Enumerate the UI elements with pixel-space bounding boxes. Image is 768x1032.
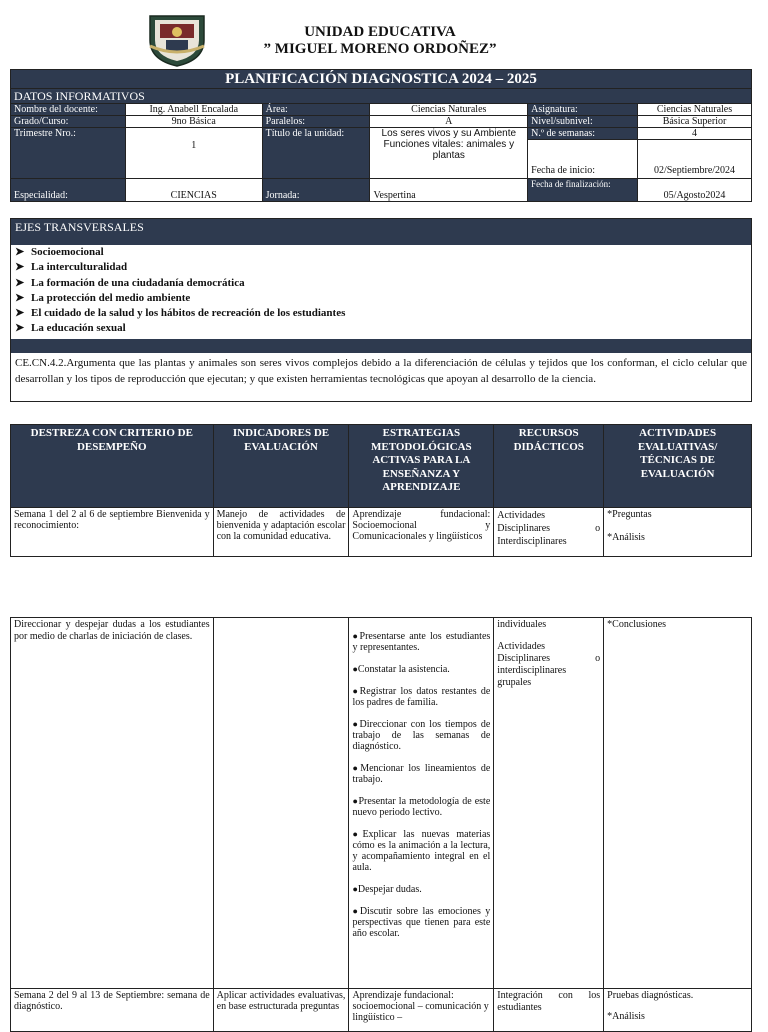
row2-recursos: [494, 618, 604, 989]
table-row: [11, 989, 752, 1032]
institution-title: UNIDAD EDUCATIVA: [304, 24, 456, 40]
list-item: ●Registrar los datos restantes de los padres de familia.: [352, 686, 491, 708]
ejes-transversales-section: [10, 218, 752, 402]
arrow-bullet-icon: ➤: [15, 322, 25, 335]
list-item: ➤ La protección del medio ambiente: [15, 291, 751, 306]
row1-estrategia: Aprendizaje fundacional: Socioemocional y Comunicacionales y lingüísticos: [349, 508, 494, 557]
ejes-section-label: EJES TRANSVERSALES: [11, 219, 751, 245]
nivel-label: Nivel/subnivel:: [528, 116, 638, 128]
fecha-inicio-label: Fecha de inicio:: [528, 140, 638, 179]
nivel-value: Básica Superior: [638, 116, 752, 128]
area-label: Área:: [262, 104, 370, 116]
arrow-bullet-icon: ➤: [15, 246, 25, 258]
area-value: Ciencias Naturales: [370, 104, 528, 116]
list-item: ●Explicar las nuevas materias cómo es la animación a la lectura, y acompañamiento integral en el aula.: [352, 829, 491, 873]
jornada-value: Vespertina: [370, 179, 528, 202]
bullet-dot-icon: ●: [352, 686, 360, 696]
criterio-evaluacion-text: CE.CN.4.2.Argumenta que las plantas y animales son seres vivos complejos debido a la diferenciación de células y tejidos que los conforman, el ciclo celular que desarrollan y los tipos de reproducción que ejecutan; y que existen herramientas tecnológicas que apoyan al desarrollo de la ciencia.: [15, 357, 747, 385]
bullet-dot-icon: ●: [352, 796, 359, 806]
list-item: ➤ La educación sexual: [15, 321, 751, 336]
datos-informativos-table: [10, 69, 752, 202]
docente-value: Ing. Anabell Encalada: [125, 104, 262, 116]
recurso-item: individuales: [497, 619, 547, 630]
trimestre-value: 1: [125, 128, 262, 179]
header-destreza: DESTREZA CON CRITERIO DE DESEMPEÑO: [11, 425, 214, 508]
table-row: [11, 508, 752, 557]
arrow-bullet-icon: ➤: [15, 291, 25, 304]
bullet-dot-icon: ●: [352, 906, 360, 916]
school-crest-logo: [146, 10, 208, 68]
asignatura-value: Ciencias Naturales: [638, 104, 752, 116]
row2-indicador: [213, 618, 349, 989]
paralelos-label: Paralelos:: [262, 116, 370, 128]
row2-actividades: *Conclusiones: [604, 618, 752, 989]
row2-destreza: Direccionar y despejar dudas a los estudiantes por medio de charlas de iniciación de clases.: [11, 618, 214, 989]
ejes-list: [11, 245, 751, 337]
row1-actividades: [604, 508, 752, 557]
header-recursos: RECURSOS DIDÁCTICOS: [494, 425, 604, 508]
row1-destreza: Semana 1 del 2 al 6 de septiembre Bienvenida y reconocimiento:: [11, 508, 214, 557]
list-item: ➤ La formación de una ciudadanía democrática: [15, 276, 751, 291]
list-item: ●Discutir sobre las emociones y perspectivas que tienen para este año escolar.: [352, 906, 491, 939]
fecha-fin-label: Fecha de finalización:: [528, 179, 638, 202]
bullet-dot-icon: ●: [352, 884, 358, 894]
school-name: ” MIGUEL MORENO ORDOÑEZ”: [263, 41, 497, 57]
semanas-label: N.º de semanas:: [528, 128, 638, 140]
datos-section-label: DATOS INFORMATIVOS: [11, 89, 752, 104]
list-item: ➤ La interculturalidad: [15, 260, 751, 275]
bullet-dot-icon: ●: [352, 631, 360, 641]
docente-label: Nombre del docente:: [11, 104, 126, 116]
planning-table-part2: [10, 617, 752, 1032]
planning-table-part1: [10, 424, 752, 557]
arrow-bullet-icon: ➤: [15, 276, 25, 289]
header-actividades: ACTIVIDADES EVALUATIVAS/ TÉCNICAS DE EVALUACIÓN: [604, 425, 752, 508]
fecha-fin-value: 05/Agosto2024: [638, 179, 752, 202]
actividad-item: *Análisis: [607, 532, 645, 543]
list-item: ●Presentar la metodología de este nuevo periodo lectivo.: [352, 796, 491, 818]
header-indicadores: INDICADORES DE EVALUACIÓN: [213, 425, 349, 508]
list-item: ●Direccionar con los tiempos de trabajo de las semanas de diagnóstico.: [352, 719, 491, 752]
bullet-dot-icon: ●: [352, 763, 361, 773]
grado-label: Grado/Curso:: [11, 116, 126, 128]
plan-title: PLANIFICACIÓN DIAGNOSTICA 2024 – 2025: [11, 70, 752, 89]
titulo-label: Título de la unidad:: [262, 128, 370, 179]
trimestre-label: Trimestre Nro.:: [11, 128, 126, 179]
row3-estrategia: Aprendizaje fundacional: socioemocional – comunicación y lingüístico –: [349, 989, 494, 1032]
titulo-value: Los seres vivos y su Ambiente Funciones vitales: animales y plantas: [370, 128, 528, 179]
table-row: [11, 618, 752, 989]
row2-estrategias: [349, 618, 494, 989]
list-item: ➤ Socioemocional: [15, 245, 751, 260]
arrow-bullet-icon: ➤: [15, 261, 25, 274]
actividad-item: *Preguntas: [607, 509, 652, 520]
row1-indicador: Manejo de actividades de bienvenida y adaptación escolar con la comunidad educativa.: [213, 508, 349, 557]
row3-destreza: Semana 2 del 9 al 13 de Septiembre: semana de diagnóstico.: [11, 989, 214, 1032]
actividad-item: Pruebas diagnósticas.: [607, 990, 694, 1001]
row3-actividades: [604, 989, 752, 1032]
row3-recursos: Integración con los estudiantes: [494, 989, 604, 1032]
recurso-item: Actividades Disciplinares o interdisciplinares grupales: [497, 641, 601, 688]
asignatura-label: Asignatura:: [528, 104, 638, 116]
section-divider-bar: [11, 339, 751, 353]
list-item: ●Constatar la asistencia.: [352, 664, 450, 675]
row3-indicador: Aplicar actividades evaluativas, en base estructurada preguntas: [213, 989, 349, 1032]
list-item: ●Presentarse ante los estudiantes y representantes.: [352, 631, 491, 653]
paralelos-value: A: [370, 116, 528, 128]
list-item: ●Despejar dudas.: [352, 884, 422, 895]
bullet-dot-icon: ●: [352, 664, 358, 674]
especialidad-label: Especialidad:: [11, 179, 126, 202]
fecha-inicio-value: 02/Septiembre/2024: [638, 140, 752, 179]
grado-value: 9no Básica: [125, 116, 262, 128]
actividad-item: *Análisis: [607, 1011, 645, 1022]
row1-recursos: Actividades Disciplinares o Interdisciplinares: [494, 508, 604, 557]
jornada-label: Jornada:: [262, 179, 370, 202]
bullet-dot-icon: ●: [352, 719, 360, 729]
header-estrategias: ESTRATEGIAS METODOLÓGICAS ACTIVAS PARA LA ENSEÑANZA Y APRENDIZAJE: [349, 425, 494, 508]
list-item: ➤ El cuidado de la salud y los hábitos de recreación de los estudiantes: [15, 306, 751, 321]
arrow-bullet-icon: ➤: [15, 307, 25, 320]
semanas-value: 4: [638, 128, 752, 140]
especialidad-value: CIENCIAS: [125, 179, 262, 202]
bullet-dot-icon: ●: [352, 829, 363, 839]
list-item: ●Mencionar los lineamientos de trabajo.: [352, 763, 491, 785]
